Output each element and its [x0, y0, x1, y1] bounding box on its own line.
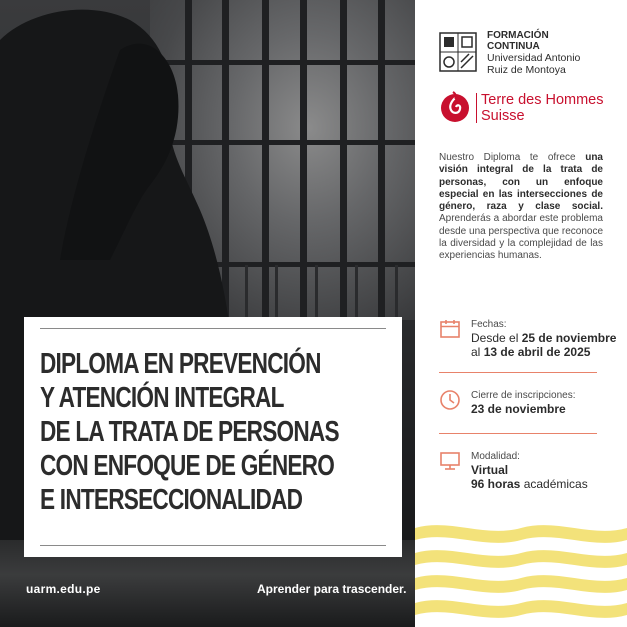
window-bar — [300, 0, 307, 320]
modality-label: Modalidad: — [471, 451, 520, 462]
window-bar — [378, 0, 385, 320]
calendar-icon — [439, 318, 461, 340]
tdh-logo — [439, 90, 624, 130]
dates-value: Desde el 25 de noviembre — [471, 331, 617, 345]
divider — [40, 545, 386, 546]
uarm-name: Ruiz de Montoya — [487, 64, 566, 76]
dates-value: al 13 de abril de 2025 — [471, 345, 591, 359]
clock-icon — [439, 389, 461, 411]
title-card — [24, 317, 402, 557]
uarm-title: CONTINUA — [487, 41, 540, 52]
registration-label: Cierre de inscripciones: — [471, 390, 576, 401]
hours-value: 96 horas académicas — [471, 477, 588, 491]
dates-label: Fechas: — [471, 319, 507, 330]
description: Nuestro Diploma te ofrece una visión integral de la trata de personas, con un enfoque especial en las intersecciones de género, raza y clase social. Aprenderás a abordar este problema desde una perspectiva que reconoce la diversidad y la complejidad de las experiencias humanas. — [439, 152, 604, 262]
title-line: DE LA TRATA DE PERSONAS — [40, 416, 339, 448]
title-line: CON ENFOQUE DE GÉNERO — [40, 450, 335, 482]
window-bar — [340, 0, 347, 320]
title-line: E INTERSECCIONALIDAD — [40, 484, 303, 516]
title-line: Y ATENCIÓN INTEGRAL — [40, 382, 284, 414]
uarm-shield-icon — [439, 32, 477, 72]
divider — [439, 433, 597, 434]
divider — [439, 372, 597, 373]
divider — [40, 328, 386, 329]
slogan: Aprender para trascender. — [257, 582, 407, 596]
decorative-waves — [415, 520, 627, 627]
tdh-name: Terre des Hommes — [481, 92, 604, 108]
tdh-drop-icon — [439, 90, 471, 124]
uarm-title: FORMACIÓN — [487, 30, 549, 41]
registration-value: 23 de noviembre — [471, 402, 566, 416]
info-column — [415, 0, 627, 627]
monitor-icon — [439, 450, 461, 472]
modality-value: Virtual — [471, 463, 509, 477]
website-link[interactable]: uarm.edu.pe — [26, 582, 101, 596]
uarm-name: Universidad Antonio — [487, 52, 581, 64]
uarm-logo — [439, 30, 619, 80]
title-line: DIPLOMA EN PREVENCIÓN — [40, 348, 321, 380]
page-title — [40, 347, 390, 517]
tdh-country: Suisse — [481, 108, 525, 124]
